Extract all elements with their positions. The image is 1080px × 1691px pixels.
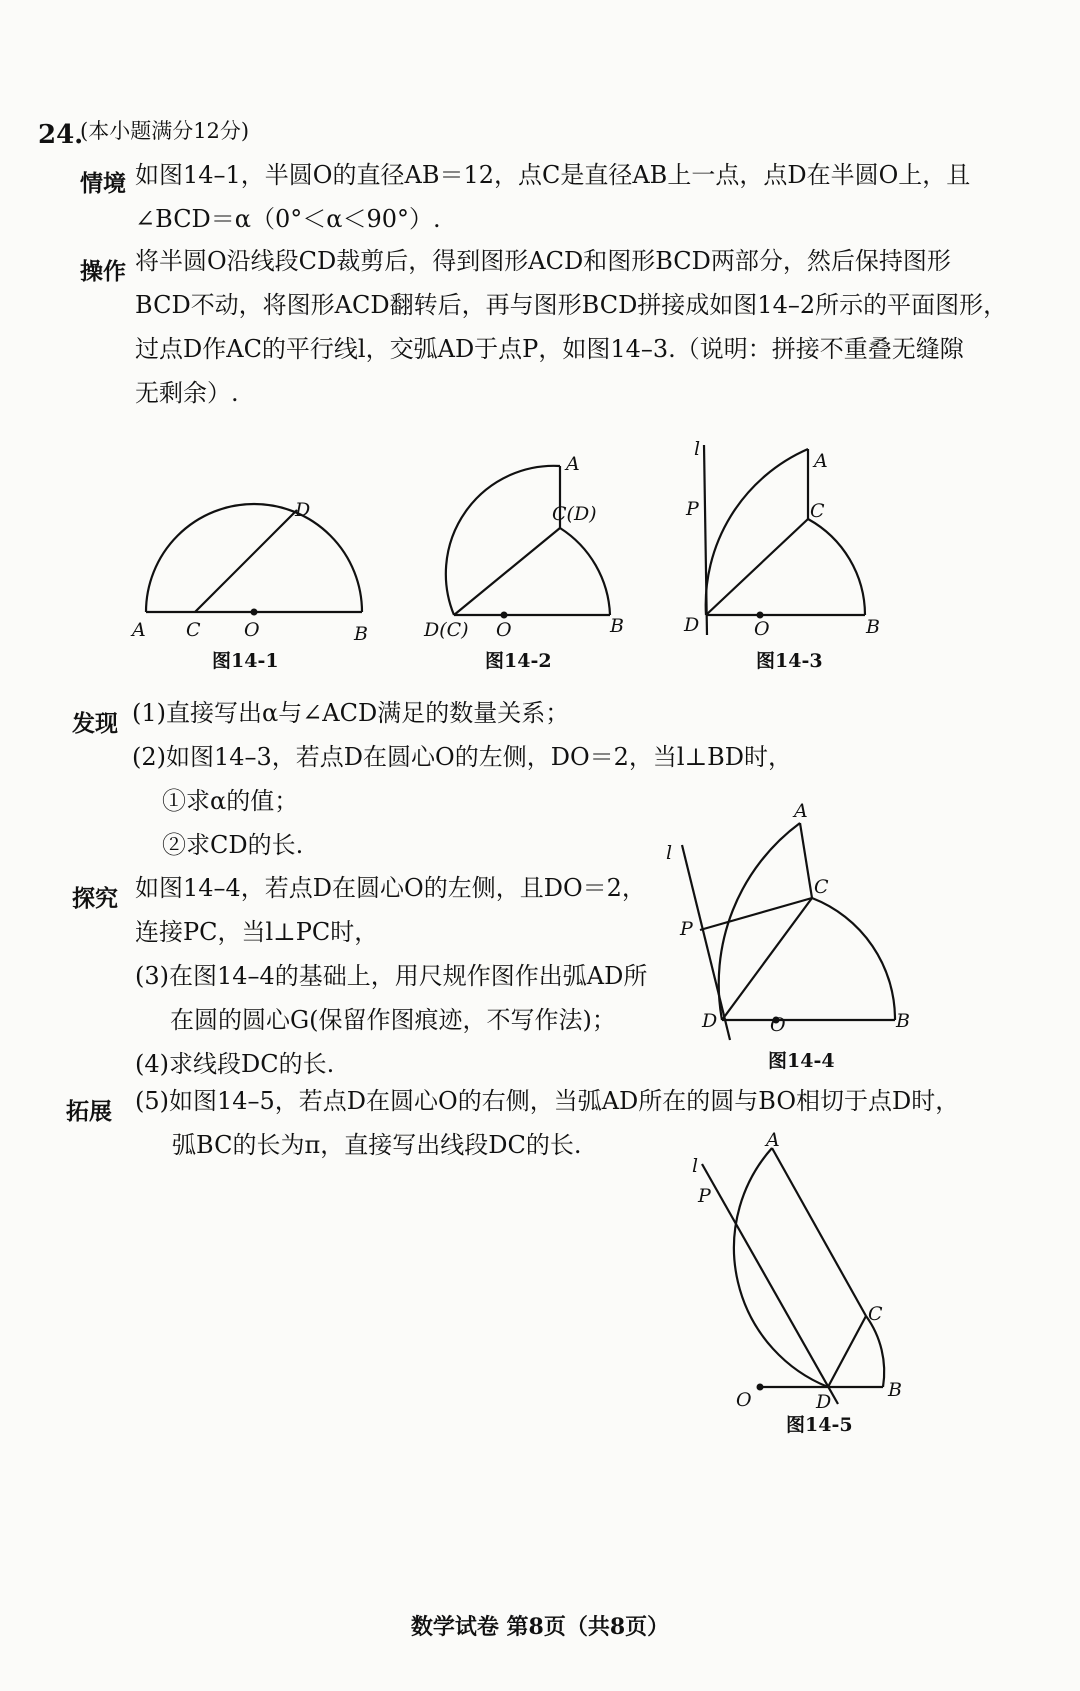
operation-line-2: BCD不动，将图形ACD翻转后，再与图形BCD拼接成如图14–2所示的平面图形， [135,291,1008,319]
fig5-center-o [757,1384,764,1391]
scenario-line-2: ∠BCD＝α（0°＜α＜90°）. [135,205,441,233]
fig3-arc-bc [808,519,865,615]
fig5-arc-ad [734,1148,828,1387]
fig5-label-p: P [698,1185,711,1207]
fig2-label-a: A [566,453,580,475]
explore-label: 探究 [72,885,118,912]
fig5-label-c: C [868,1303,883,1325]
fig4-label-p: P [680,918,693,940]
fig1-label-b: B [354,623,368,645]
score-note: (本小题满分12分) [80,119,250,143]
fig4-label-b: B [896,1010,910,1032]
figure-14-2 [420,450,660,650]
fig2-caption: 图14-2 [485,650,552,672]
fig4-label-o: O [770,1014,786,1036]
fig1-label-a: A [132,619,146,641]
explore-line-4: 在圆的圆心G(保留作图痕迹，不写作法)； [170,1006,616,1034]
fig3-label-d: D [684,614,700,636]
fig4-caption: 图14-4 [768,1050,835,1072]
fig2-arc-ad [446,466,560,615]
discover-line-4: ②求CD的长. [162,831,304,859]
fig2-label-b: B [610,615,624,637]
figure-14-5 [692,1129,930,1413]
scenario-line-1: 如图14–1，半圆O的直径AB＝12，点C是直径AB上一点，点D在半圆O上，且 [135,161,971,189]
fig5-segment-ac [772,1148,866,1316]
fig3-label-o: O [754,618,770,640]
operation-label: 操作 [80,258,126,285]
scenario-label: 情境 [80,170,126,197]
fig2-segment-cd [454,528,560,615]
fig3-label-a: A [814,450,828,472]
fig5-label-b: B [888,1379,902,1401]
discover-line-3: ①求α的值； [162,787,299,815]
fig2-arc-bc [560,528,610,615]
explore-line-2: 连接PC，当l⊥PC时， [135,918,379,946]
discover-line-1: (1)直接写出α与∠ACD满足的数量关系； [132,699,570,727]
fig3-label-c: C [810,500,825,522]
fig5-caption: 图14-5 [786,1414,853,1436]
extend-line-2: 弧BC的长为π，直接写出线段DC的长. [172,1131,582,1159]
fig5-label-l: l [692,1155,699,1177]
fig3-label-p: P [686,498,699,520]
fig5-label-d: D [816,1391,832,1413]
fig1-label-d: D [295,499,311,521]
fig4-label-c: C [814,876,829,898]
discover-line-2: (2)如图14–3，若点D在圆心O的左侧，DO＝2，当l⊥BD时， [132,743,793,771]
explore-line-1: 如图14–4，若点D在圆心O的左侧，且DO＝2， [135,874,646,902]
fig1-label-o: O [244,619,260,641]
fig3-label-l: l [694,438,701,460]
figure-14-4 [660,795,920,1045]
operation-line-1: 将半圆O沿线段CD裁剪后，得到图形ACD和图形BCD两部分，然后保持图形 [135,247,951,275]
fig1-caption: 图14-1 [212,650,279,672]
fig4-label-l: l [666,842,673,864]
fig1-semicircle-arc [146,504,362,612]
fig5-segment-dc [828,1316,866,1387]
operation-line-4: 无剩余）. [135,379,239,407]
fig2-center-o [501,612,508,619]
discover-label: 发现 [72,710,118,737]
fig1-center-o [251,609,258,616]
fig1-label-c: C [186,619,201,641]
fig2-label-o: O [496,619,512,641]
problem-number: 24. [38,120,84,150]
page-footer: 数学试卷 第8页（共8页） [410,1614,670,1640]
fig2-label-cd: C(D) [552,503,597,525]
fig5-arc-bc [866,1316,884,1387]
fig4-label-d: D [702,1010,718,1032]
fig5-label-a: A [766,1129,780,1151]
fig4-label-a: A [794,800,808,822]
extend-label: 拓展 [66,1098,112,1125]
fig5-line-l [702,1164,838,1404]
extend-line-1: (5)如图14–5，若点D在圆心O的右侧，当弧AD所在的圆与BO相切于点D时， [135,1087,960,1115]
explore-line-3: (3)在图14–4的基础上，用尺规作图作出弧AD所 [135,962,648,990]
fig4-segment-pc [700,898,812,930]
operation-line-3: 过点D作AC的平行线l，交弧AD于点P，如图14–3.（说明：拼接不重叠无缝隙 [135,335,964,363]
fig3-label-b: B [866,616,880,638]
fig2-label-dc: D(C) [424,619,469,641]
figure-14-3 [680,435,900,645]
fig4-segment-ac [800,823,812,898]
fig4-segment-cd [722,898,812,1020]
fig1-segment-cd [195,510,297,612]
explore-line-5: (4)求线段DC的长. [135,1050,335,1078]
fig4-arc-bc [812,898,895,1020]
fig3-caption: 图14-3 [756,650,823,672]
fig5-label-o: O [736,1389,752,1411]
